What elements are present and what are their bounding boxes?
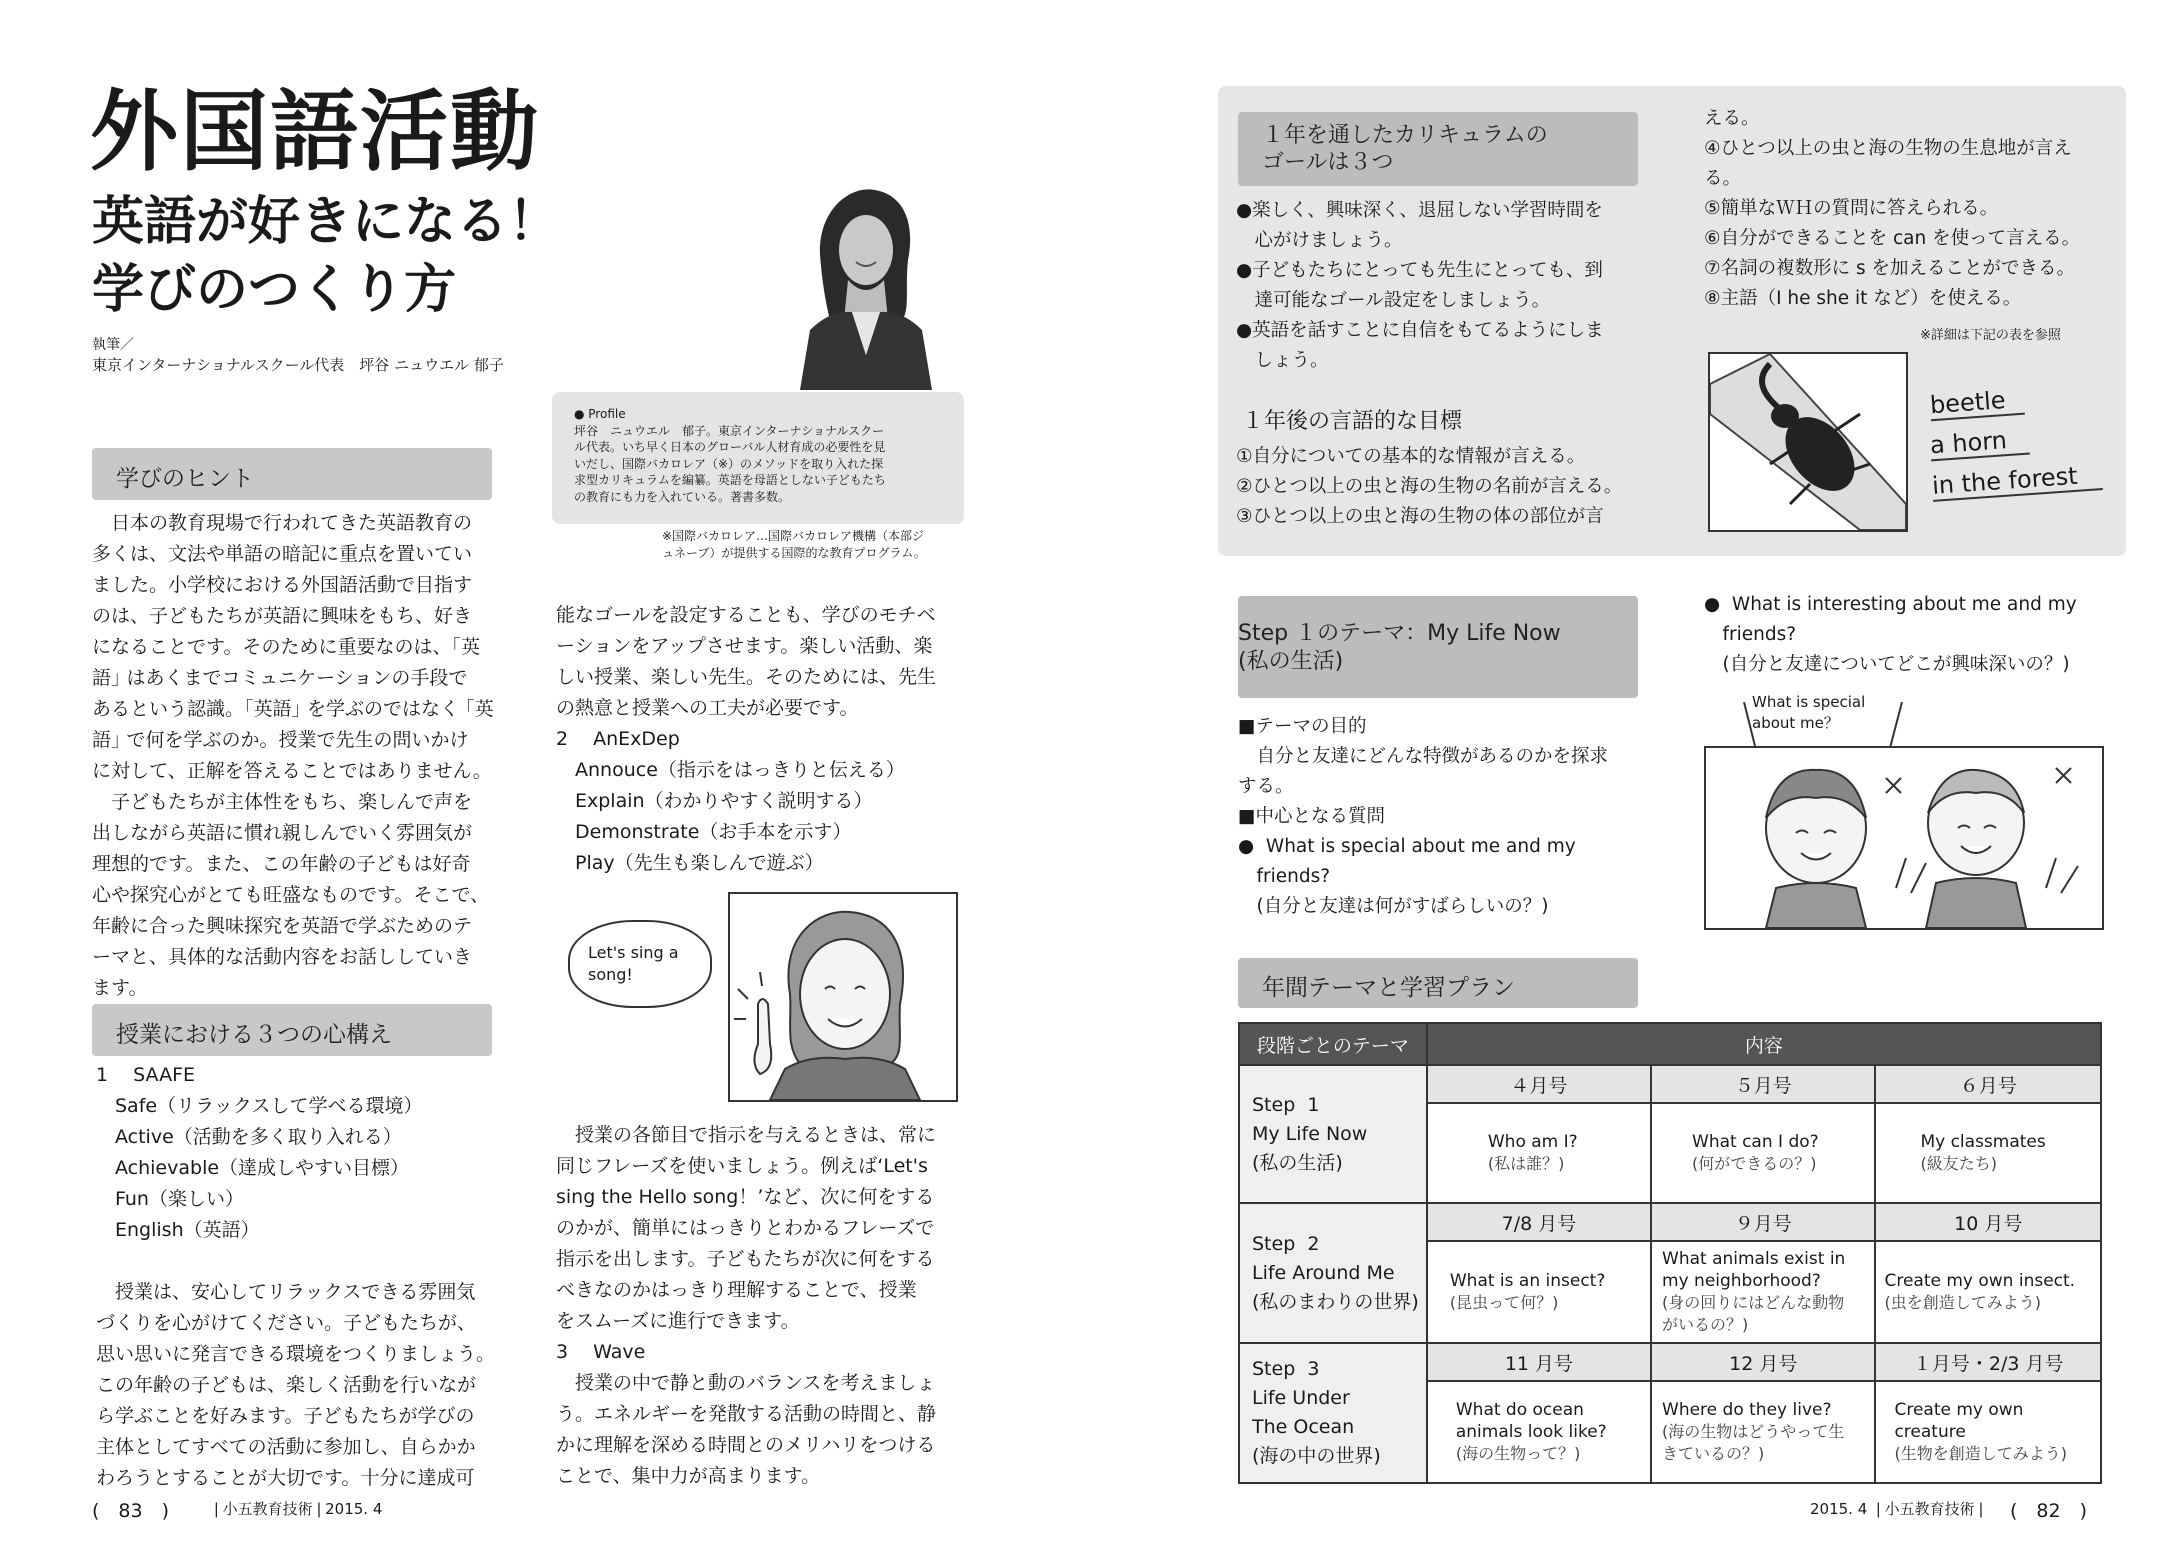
footnote: ※国際バカロレア…国際バカロレア機構（本部ジ ュネーブ）が提供する国際的な教育プログラム。	[662, 529, 926, 560]
content-cell	[1651, 1381, 1875, 1483]
author-label: 執筆／	[92, 337, 134, 353]
plan-table-header-row	[1239, 1023, 2101, 1065]
content-en: What can I do?	[1692, 1132, 1819, 1152]
content-en: Create my own creature	[1894, 1400, 2024, 1442]
month-cell: １月号・2/3 月号	[1875, 1343, 2101, 1381]
content-en: My classmates	[1920, 1132, 2046, 1152]
section-heading-mindset	[92, 1004, 492, 1056]
content-cell	[1875, 1381, 2101, 1483]
step1-description: ■テーマの目的 自分と友達にどんな特徴があるのかを探求 する。 ■中心となる質問 ● What is special about me and my friends? (自分と友達は何がすばらしいの？)	[1238, 716, 1609, 917]
beetle-illustration	[1708, 352, 1908, 532]
kids-bubble-lines	[1734, 702, 1794, 752]
curriculum-goals-panel	[1218, 86, 2126, 556]
teacher-illustration-frame	[728, 892, 958, 1102]
profile-text: ● Profile 坪谷 ニュウエル 郁子。東京インターナショナルスクー ル代表。いち早く日本のグローバル人材育成の必要性を見 いだし、国際バカロレア（※）のメソッドを取り入れた探 求型カリキュラムを編纂。英語を母語としない子どもたち の教育にも力を入れている。著書多数。	[574, 407, 886, 504]
content-en: What animals exist in my neighborhood?	[1662, 1249, 1846, 1291]
column2-body-part1: 能なゴールを設定することも、学びのモチベ ーションをアップさせます。楽しい活動、楽 しい授業、楽しい先生。そのためには、先生 の熱意と授業への工夫が必要です。 2 AnExDep Annouce（指示をはっきりと伝える） Explain（わかりやすく説明する） Demonstrate（お手本を示す） Play（先生も楽しんで遊ぶ）	[556, 604, 937, 874]
content-jp: (何ができるの？)	[1692, 1154, 1817, 1173]
right-journal-name: 2015. 4 ❘小五教育技術❘	[1810, 1500, 1988, 1518]
goal-heading-text: １年を通したカリキュラムの ゴールは３つ	[1262, 123, 1548, 175]
table-row	[1239, 1065, 2101, 1103]
kids-bubble-lines-2	[1872, 702, 1932, 752]
month-cell: 11 月号	[1427, 1343, 1651, 1381]
step-cell: Step 2 Life Around Me (私のまわりの世界)	[1239, 1203, 1427, 1343]
column1-body-part1: 日本の教育現場で行われてきた英語教育の 多くは、文法や単語の暗記に重点を置いてい ました。小学校における外国語活動で目指す のは、子どもたちが英語に興味をもち、好き になることです。そのために重要なのは、｢英 語｣ はあくまでコミュニケーションの手段で あるという認識。｢英語｣ を学ぶのではなく ｢英 語｣ で何を学ぶのか。授業で先生の問いかけ に対して、正解を答えることではありません。 子どもたちが主体性をもち、楽しんで声を 出しながら英語に慣れ親しんでいく雰囲気が 理想的です。また、この年齢の子どもは好奇 心や探究心がとても旺盛なものです。そこで、 年齢に合った興味探究を英語で学ぶためのテ ーマと、具体的な活動内容をお話ししていき ます。	[92, 512, 494, 999]
content-cell	[1427, 1381, 1651, 1483]
profile-box	[552, 392, 964, 524]
month-cell: ６月号	[1875, 1065, 2101, 1103]
content-cell	[1875, 1103, 2101, 1203]
plan-table-wrapper	[1238, 1022, 2102, 1484]
teacher-illustration	[560, 888, 960, 1104]
table-row	[1239, 1343, 2101, 1381]
content-jp: (私は誰？)	[1487, 1154, 1565, 1173]
content-cell	[1651, 1241, 1875, 1343]
content-jp: (海の生物はどうやって生 きているの？)	[1662, 1422, 1845, 1463]
column2-body-part2: 授業の各節目で指示を与えるときは、常に 同じフレーズを使いましょう。例えば‘Let's sing the Hello song！’など、次に何をする のかが、簡単にはっきりとわかるフレーズで 指示を出します。子どもたちが次に何をする べきなのかはっきり理解することで、授業 をスムーズに進行できます。 3 Wave 授業の中で静と動のバランスを考えましょ う。エネルギーを発散する活動の時間と、静 かに理解を深める時間とのメリハリをつける ことで、集中力が高まります。	[556, 1124, 937, 1487]
month-cell: 10 月号	[1875, 1203, 2101, 1241]
content-cell	[1875, 1241, 2101, 1343]
content-jp: (生物を創造してみよう)	[1894, 1444, 2067, 1463]
section-heading-hints-label: 学びのヒント	[116, 466, 254, 492]
content-jp: (身の回りにはどんな動物 がいるの？)	[1662, 1293, 1845, 1334]
table-row	[1239, 1203, 2101, 1241]
right-page-number: ( 82 )	[2010, 1500, 2088, 1522]
content-cell	[1651, 1103, 1875, 1203]
month-cell: 12 月号	[1651, 1343, 1875, 1381]
author-portrait	[790, 180, 940, 390]
beetle-word-1: beetle	[1929, 385, 2024, 421]
section-heading-hints	[92, 448, 492, 500]
language-goal-list: ①自分についての基本的な情報が言える。 ②ひとつ以上の虫と海の生物の名前が言える。 ③ひとつ以上の虫と海の生物の体の部位が言	[1236, 446, 1623, 527]
author-portrait-image	[790, 180, 940, 390]
kids-illustration	[1704, 688, 2104, 928]
step-cell: Step 3 Life Under The Ocean (海の中の世界)	[1239, 1343, 1427, 1483]
section-heading-mindset-label: 授業における３つの心構え	[116, 1022, 392, 1048]
see-table-note: ※詳細は下記の表を参照	[1920, 328, 2061, 343]
column1-body-part2: 1 SAAFE Safe（リラックスして学べる環境） Active（活動を多く取り入れる） Achievable（達成しやすい目標） Fun（楽しい） English（英語） 授業は、安心してリラックスできる雰囲気 づくりを心がけてください。子どもたちが、 思い思いに発言できる環境をつくりましょう。 この年齢の子どもは、楽しく活動を行いなが ら学ぶことを好みます。子どもたちが学びの 主体としてすべての活動に参加し、自らかか わろうとすることが大切です。十分に達成可	[96, 1064, 496, 1489]
content-jp: (海の生物って？)	[1455, 1444, 1581, 1463]
content-jp: (昆虫って何？)	[1449, 1293, 1559, 1312]
month-cell: 7/8 月号	[1427, 1203, 1651, 1241]
content-en: What is an insect?	[1449, 1271, 1606, 1291]
content-cell	[1427, 1241, 1651, 1343]
step1-theme-heading-text: Step １のテーマ：My Life Now (私の生活)	[1238, 621, 1561, 674]
author-line: 東京インターナショナルスクール代表 坪谷 ニュウエル 郁子	[92, 356, 504, 374]
speech-bubble	[568, 920, 712, 1008]
goal-heading-box	[1238, 112, 1638, 186]
beetle-drawing	[1710, 354, 1906, 530]
month-cell: ５月号	[1651, 1065, 1875, 1103]
header-theme: 段階ごとのテーマ	[1239, 1023, 1427, 1065]
language-goal-list-continued: える。 ④ひとつ以上の虫と海の生物の生息地が言え る。 ⑤簡単なＷＨの質問に答えられる。 ⑥自分ができることを can を使って言える。 ⑦名詞の複数形に s を加えることができる。 ⑧主語（I he she it など）を使える。	[1704, 108, 2081, 309]
header-content: 内容	[1427, 1023, 2101, 1065]
step1-theme-heading	[1238, 596, 1638, 698]
content-en: Who am I?	[1487, 1132, 1578, 1152]
article-subtitle: 英語が好きになる！ 学びのつくり方	[92, 192, 561, 320]
teacher-drawing	[730, 894, 956, 1100]
speech-bubble-text: Let's sing a song!	[588, 943, 679, 984]
step-cell: Step 1 My Life Now (私の生活)	[1239, 1065, 1427, 1203]
left-page-number: ( 83 )	[92, 1500, 170, 1522]
content-en: What do ocean animals look like?	[1455, 1400, 1607, 1442]
month-cell: ９月号	[1651, 1203, 1875, 1241]
kids-illustration-frame	[1704, 746, 2104, 930]
step1-question-2: ● What is interesting about me and my friends? (自分と友達についてどこが興味深いの？)	[1704, 594, 2077, 675]
beetle-word-3: in the forest	[1931, 460, 2102, 502]
plan-heading-text: 年間テーマと学習プラン	[1262, 975, 1515, 1001]
kids-bubble-text: What is special about me？	[1752, 693, 1866, 732]
plan-table	[1238, 1022, 2102, 1484]
content-jp: (虫を創造してみよう)	[1884, 1293, 2041, 1312]
left-journal-name: ❘小五教育技術❘2015. 4	[210, 1500, 383, 1518]
content-en: Create my own insect.	[1884, 1271, 2076, 1291]
goal-list: ●楽しく、興味深く、退屈しない学習時間を 心がけましょう。 ●子どもたちにとっても先生にとっても、到 達可能なゴール設定をしましょう。 ●英語を話すことに自信をもてるようにしま しょう。	[1236, 200, 1604, 371]
content-cell	[1427, 1103, 1651, 1203]
month-cell: ４月号	[1427, 1065, 1651, 1103]
content-en: Where do they live?	[1662, 1400, 1832, 1420]
beetle-word-2: a horn	[1929, 425, 2030, 462]
plan-heading	[1238, 958, 1638, 1008]
content-jp: (級友たち)	[1920, 1154, 1997, 1173]
article-category-title: 外国語活動	[90, 80, 541, 183]
language-goal-heading: １年後の言語的な目標	[1242, 409, 1463, 434]
kids-drawing	[1706, 748, 2102, 928]
